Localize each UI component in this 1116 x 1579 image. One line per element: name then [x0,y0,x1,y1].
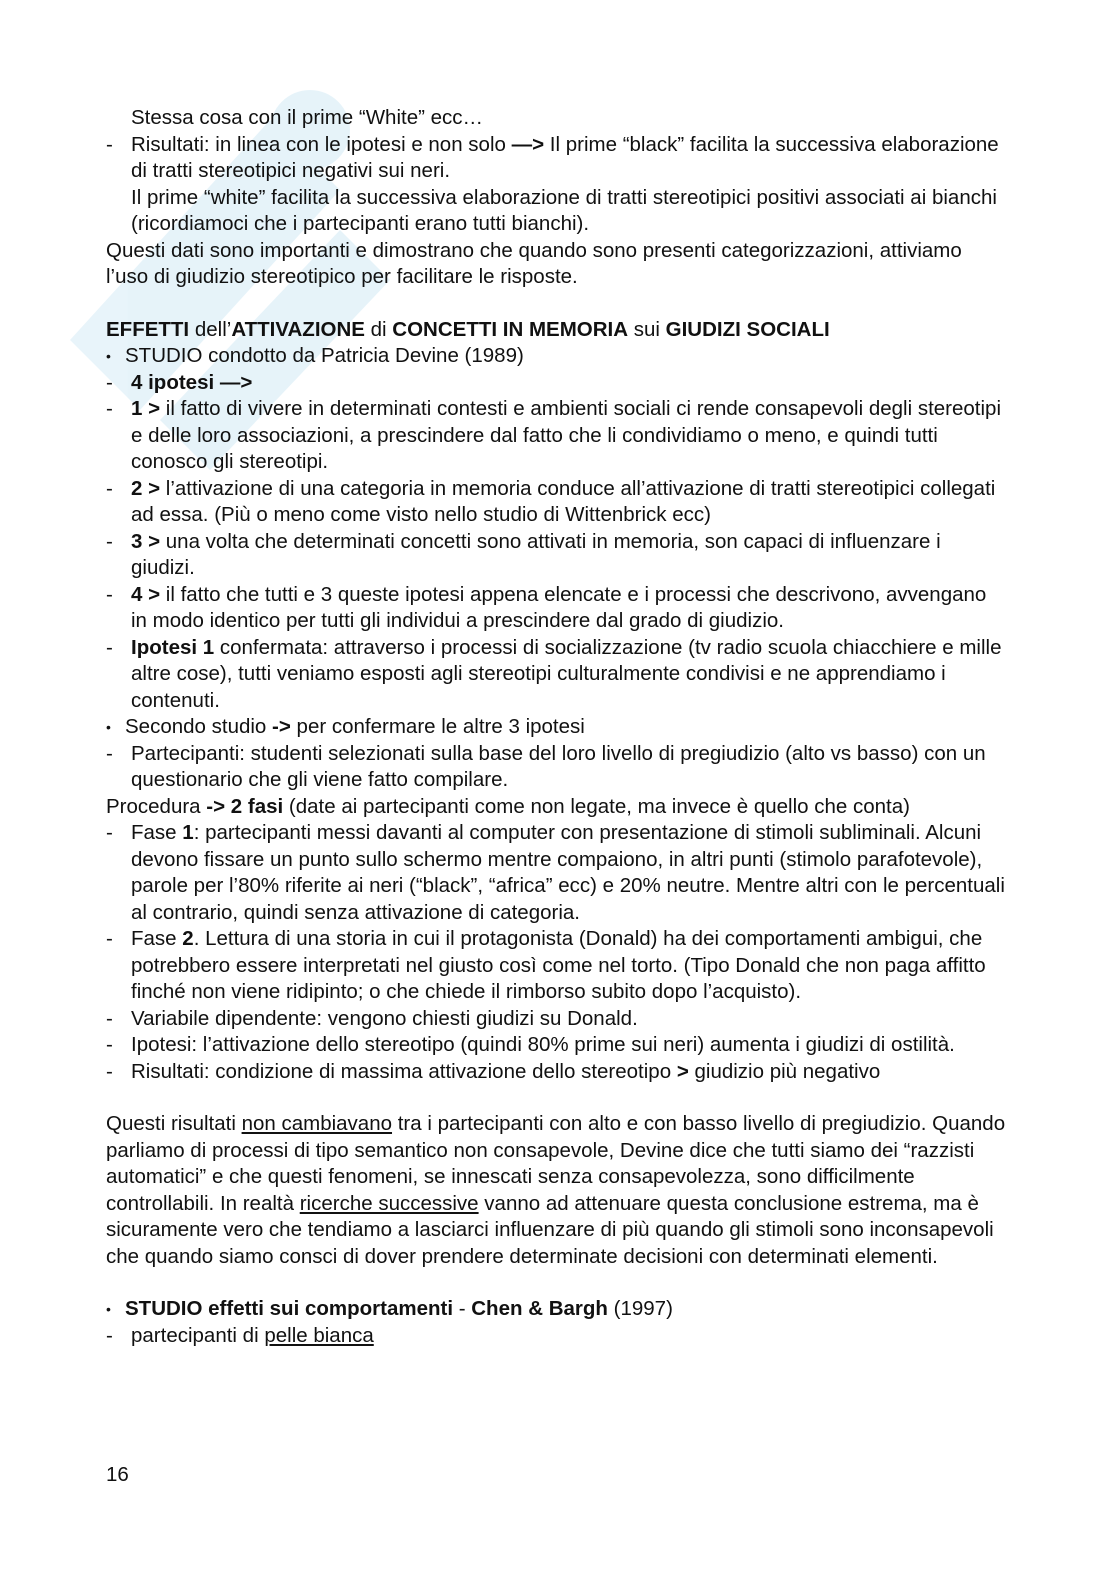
section-heading: EFFETTI dell’ATTIVAZIONE di CONCETTI IN MEMORIA sui GIUDIZI SOCIALI [106,317,830,341]
list-item: - 4 > il fatto che tutti e 3 queste ipotesi appena elencate e i processi che descrivono, avvengano in modo identico per tutti gli individui a prescindere dal grado di giudizio. [106,582,1006,635]
list-item: - Variabile dipendente: vengono chiesti giudizi su Donald. [106,1006,1006,1033]
document-body [106,105,1006,1349]
list-item: - 4 ipotesi —> [106,370,1006,397]
paragraph: Procedura -> 2 fasi (date ai partecipanti come non legate, ma invece è quello che conta) [106,794,910,818]
paragraph: Questi dati sono importanti e dimostrano che quando sono presenti categorizzazioni, attiviamo l’uso di giudizio stereotipico per facilitare le risposte. [106,238,962,288]
paragraph: Questi risultati non cambiavano tra i partecipanti con alto e con basso livello di pregiudizio. Quando parliamo di processi di tipo semantico non consapevole, Devine dice che tutti siamo dei “razzisti automatici” e che questi fenomeni, se innescati senza consapevolezza, sono difficilmente controllabili. In realtà ricerche successive vanno ad attenuare questa conclusione estrema, ma è sicuramente vero che tendiamo a lasciarci influenzare di più quando gli stimoli sono inconsapevoli che quando siamo consci di dover prendere determinate decisioni con determinati elementi. [106,1112,1006,1268]
paragraph-line: Il prime “white” facilita la successiva elaborazione di tratti stereotipici positivi associati ai bianchi (ricordiamoci che i partecipanti erano tutti bianchi). [131,185,997,235]
list-item: - Fase 1: partecipanti messi davanti al computer con presentazione di stimoli subliminali. Alcuni devono fissare un punto sullo schermo mentre compaiono, in altri punti (stimolo parafotevole), parole per l’80% riferite ai neri (“black”, “africa” ecc) e 20% neutre. Mentre altri con le percentuali al contrario, quindi senza attivazione di categoria. [106,820,1006,926]
bullet-item: • STUDIO condotto da Patricia Devine (1989) [106,343,1006,370]
list-item: - 1 > il fatto di vivere in determinati contesti e ambienti sociali ci rende consapevoli degli stereotipi e delle loro associazioni, a prescindere dal fatto che li condividiamo o meno, e quindi tutti conosco gli stereotipi. [106,396,1006,476]
list-item: - Risultati: in linea con le ipotesi e non solo —> Il prime “black” facilita la successiva elaborazione di tratti stereotipici negativi sui neri. [106,132,1006,185]
list-item: - 3 > una volta che determinati concetti sono attivati in memoria, son capaci di influenzare i giudizi. [106,529,1006,582]
page-number: 16 [106,1463,129,1486]
list-item: - Ipotesi: l’attivazione dello stereotipo (quindi 80% prime sui neri) aumenta i giudizi di ostilità. [106,1032,1006,1059]
list-item: - Ipotesi 1 confermata: attraverso i processi di socializzazione (tv radio scuola chiacchiere e mille altre cose), tutti veniamo esposti agli stereotipi culturalmente condivisi e ne apprendiamo i contenuti. [106,635,1006,715]
bullet-item: • STUDIO effetti sui comportamenti - Chen & Bargh (1997) [106,1296,1006,1323]
list-item: - partecipanti di pelle bianca [106,1323,1006,1350]
list-item: - Risultati: condizione di massima attivazione dello stereotipo > giudizio più negativo [106,1059,1006,1086]
bullet-item: • Secondo studio -> per confermare le altre 3 ipotesi [106,714,1006,741]
list-item: - Partecipanti: studenti selezionati sulla base del loro livello di pregiudizio (alto vs basso) con un questionario che gli viene fatto compilare. [106,741,1006,794]
paragraph-line: Stessa cosa con il prime “White” ecc… [131,106,484,129]
list-item: - Fase 2. Lettura di una storia in cui il protagonista (Donald) ha dei comportamenti ambigui, che potrebbero essere interpretati nel giusto così come nel torto. (Tipo Donald che non paga affitto finché non viene ridipinto; o che chiede il rimborso subito dopo l’acquisto). [106,926,1006,1006]
list-item: - 2 > l’attivazione di una categoria in memoria conduce all’attivazione di tratti stereotipici collegati ad essa. (Più o meno come visto nello studio di Wittenbrick ecc) [106,476,1006,529]
